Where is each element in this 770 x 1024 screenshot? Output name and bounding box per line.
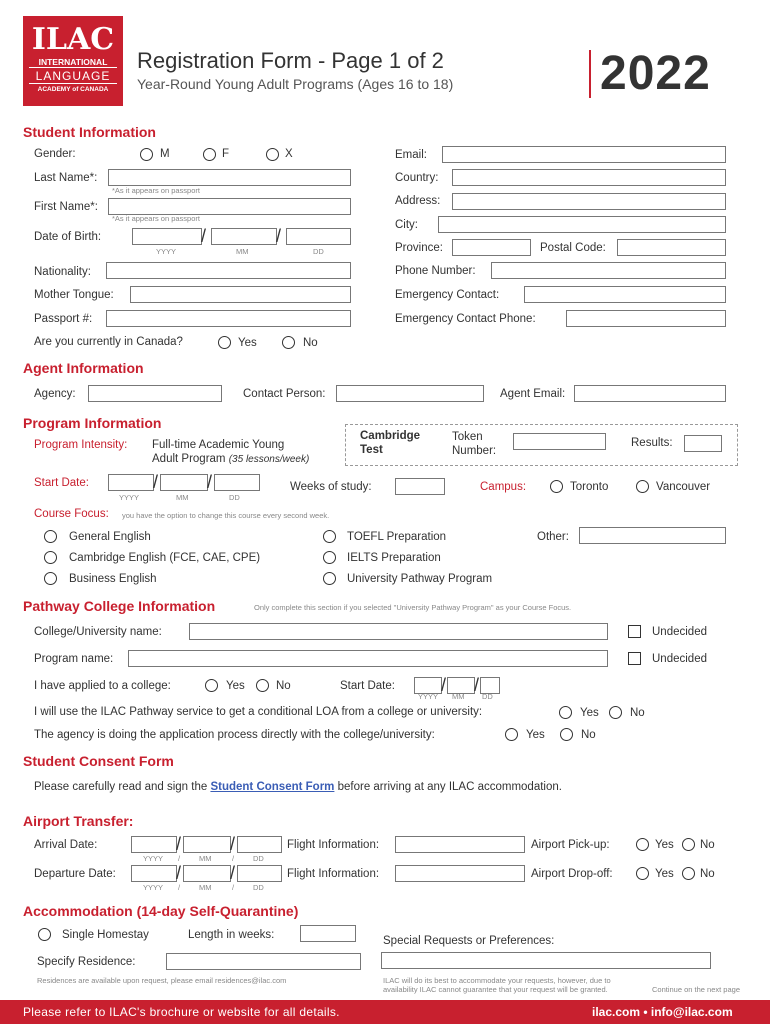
arrival-date-label: Arrival Date: [34,839,98,851]
dob-label: Date of Birth: [34,231,102,243]
college-section-note: Only complete this section if you selected "University Pathway Program" as your Course Focus. [254,603,572,612]
arrival-flight-field[interactable] [395,836,525,853]
arrival-dd-hint: DD [253,854,264,863]
focus-other-label: Other: [537,531,569,543]
arrival-mm-hint: MM [199,854,212,863]
pickup-no-radio[interactable] [682,838,695,851]
postal-code-label: Postal Code: [540,242,606,254]
agency-direct-yes-radio[interactable] [505,728,518,741]
departure-slash-1: / [176,863,182,883]
country-label: Country: [395,172,439,184]
ilac-note-1: ILAC will do its best to accommodate your requests, however, due to [383,976,611,985]
arrival-flight-label: Flight Information: [287,839,380,851]
dob-dd-hint: DD [313,247,324,256]
start-date-label: Start Date: [34,477,89,489]
residence-note: Residences are available upon request, please email residences@ilac.com [37,976,287,985]
emergency-phone-field[interactable] [566,310,726,327]
service-no-radio[interactable] [609,706,622,719]
college-mm-hint: MM [452,692,465,701]
college-name-field[interactable] [189,623,608,640]
dob-slash-1: / [201,226,207,246]
country-field[interactable] [452,169,726,186]
dob-yyyy-hint: YYYY [156,247,177,256]
consent-form-link[interactable]: Student Consent Form [210,781,335,793]
results-field[interactable] [684,435,722,452]
token-label-2: Number: [452,445,497,457]
agency-label: Agency: [34,388,76,400]
dob-day-field[interactable] [286,228,351,245]
departure-month-field[interactable] [183,865,231,882]
focus-general-radio[interactable] [44,530,57,543]
departure-slash-2: / [230,863,236,883]
arrival-month-field[interactable] [183,836,231,853]
focus-cambridge-radio[interactable] [44,551,57,564]
email-field[interactable] [442,146,726,163]
campus-vancouver-label: Vancouver [656,481,711,493]
dropoff-yes-radio[interactable] [636,867,649,880]
gender-m-label: M [160,148,170,160]
arrival-sep-1: / [178,854,181,863]
contact-person-field[interactable] [336,385,484,402]
gender-label: Gender: [34,148,76,160]
footer-bar [0,1000,770,1024]
gender-x-label: X [285,148,293,160]
emergency-contact-label: Emergency Contact: [395,289,500,301]
logo-line3: ACADEMY of CANADA [37,86,109,93]
homestay-label: Single Homestay [62,929,149,941]
focus-cambridge-label: Cambridge English (FCE, CAE, CPE) [69,552,261,564]
in-canada-yes-label: Yes [238,337,257,349]
mother-tongue-label: Mother Tongue: [34,289,114,301]
in-canada-yes-radio[interactable] [218,336,231,349]
campus-vancouver-radio[interactable] [636,480,649,493]
departure-sep-2: / [232,883,235,892]
agent-email-field[interactable] [574,385,726,402]
logo-line2: LANGUAGE [29,69,117,84]
consent-text [34,781,562,793]
gender-f-label: F [222,148,230,160]
program-undecided-label: Undecided [652,653,707,665]
passport-field[interactable] [106,310,351,327]
logo-line1: INTERNATIONAL [29,57,117,68]
service-no-label: No [630,707,645,719]
in-canada-no-radio[interactable] [282,336,295,349]
departure-dd-hint: DD [253,883,264,892]
cambridge-label-2: Test [360,444,383,456]
course-focus-note: you have the option to change this course every second week. [122,511,330,520]
program-intensity-label: Program Intensity: [34,439,128,451]
program-name-field[interactable] [128,650,608,667]
nationality-label: Nationality: [34,266,91,278]
length-weeks-field[interactable] [300,925,356,942]
emergency-contact-field[interactable] [524,286,726,303]
consent-text-post: before arriving at any ILAC accommodation. [334,781,562,793]
campus-toronto-label: Toronto [570,481,609,493]
in-canada-no-label: No [303,337,318,349]
year-label: 2022 [600,47,711,100]
airport-section-heading: Airport Transfer: [23,813,134,829]
start-mm-hint: MM [176,493,189,502]
token-label-1: Token [452,431,483,443]
course-focus-label: Course Focus: [34,508,109,520]
start-month-field[interactable] [160,474,208,491]
accommodation-section-heading: Accommodation (14-day Self-Quarantine) [23,903,299,919]
cambridge-label-1: Cambridge [360,430,421,442]
college-undecided-label: Undecided [652,626,707,638]
agency-field[interactable] [88,385,222,402]
ilac-note-2: availability ILAC cannot guarantee that your request will be granted. [383,985,608,994]
college-yyyy-hint: YYYY [418,692,439,701]
dob-month-field[interactable] [211,228,277,245]
departure-mm-hint: MM [199,883,212,892]
last-name-note: *As it appears on passport [112,186,200,195]
service-yes-label: Yes [580,707,599,719]
address-label: Address: [395,195,441,207]
campus-label: Campus: [480,481,527,493]
contact-person-label: Contact Person: [243,388,326,400]
campus-toronto-radio[interactable] [550,480,563,493]
program-intensity-value-1: Full-time Academic Young [152,439,285,451]
email-label: Email: [395,149,427,161]
focus-ielts-label: IELTS Preparation [347,552,441,564]
start-day-field[interactable] [214,474,260,491]
specify-residence-label: Specify Residence: [37,956,136,968]
applied-yes-radio[interactable] [205,679,218,692]
gender-f-radio[interactable] [203,148,216,161]
service-yes-radio[interactable] [559,706,572,719]
departure-sep-1: / [178,883,181,892]
agent-email-label: Agent Email: [500,388,566,400]
agency-direct-no-radio[interactable] [560,728,573,741]
dob-mm-hint: MM [236,247,249,256]
first-name-field[interactable] [108,198,351,215]
arrival-slash-1: / [176,834,182,854]
focus-pathway-radio[interactable] [323,572,336,585]
focus-pathway-label: University Pathway Program [347,573,493,585]
arrival-day-field[interactable] [237,836,282,853]
mother-tongue-field[interactable] [130,286,351,303]
dropoff-no-label: No [700,868,715,880]
focus-general-label: General English [69,531,151,543]
weeks-label: Weeks of study: [290,481,372,493]
page-subtitle: Year-Round Young Adult Programs (Ages 16 to 18) [137,76,454,92]
dropoff-label: Airport Drop-off: [531,868,613,880]
departure-date-label: Departure Date: [34,868,116,880]
nationality-field[interactable] [106,262,351,279]
college-dd-hint: DD [482,692,493,701]
focus-other-field[interactable] [579,527,726,544]
student-section-heading: Student Information [23,124,156,140]
year-divider [589,50,591,98]
college-section-heading: Pathway College Information [23,598,216,614]
program-intensity-name: Adult Program [152,453,226,465]
postal-code-field[interactable] [617,239,726,256]
departure-day-field[interactable] [237,865,282,882]
last-name-field[interactable] [108,169,351,186]
dropoff-no-radio[interactable] [682,867,695,880]
pickup-no-label: No [700,839,715,851]
departure-yyyy-hint: YYYY [143,883,164,892]
start-year-field[interactable] [108,474,154,491]
first-name-note: *As it appears on passport [112,214,200,223]
address-field[interactable] [452,193,726,210]
phone-field[interactable] [491,262,726,279]
pickup-label: Airport Pick-up: [531,839,610,851]
arrival-sep-2: / [232,854,235,863]
first-name-label: First Name*: [34,201,98,213]
focus-business-radio[interactable] [44,572,57,585]
program-section-heading: Program Information [23,415,162,431]
agency-direct-label: The agency is doing the application process directly with the college/university: [34,729,435,741]
results-label: Results: [631,437,673,449]
arrival-slash-2: / [230,834,236,854]
special-requests-field[interactable] [381,952,711,969]
start-yyyy-hint: YYYY [119,493,140,502]
pickup-yes-radio[interactable] [636,838,649,851]
college-start-slash-1: / [441,675,447,695]
pathway-service-label: I will use the ILAC Pathway service to get a conditional LOA from a college or university: [34,706,483,718]
college-start-label: Start Date: [340,680,395,692]
last-name-label: Last Name*: [34,172,98,184]
footer-contact[interactable]: ilac.com • info@ilac.com [592,1005,733,1019]
emergency-phone-label: Emergency Contact Phone: [395,313,536,325]
consent-section-heading: Student Consent Form [23,753,174,769]
special-requests-label: Special Requests or Preferences: [383,935,555,947]
continue-note: Continue on the next page [652,985,740,994]
logo-brand: ILAC [31,22,115,57]
focus-business-label: Business English [69,573,157,585]
footer-left-text: Please refer to ILAC's brochure or website for all details. [23,1005,340,1019]
gender-x-radio[interactable] [266,148,279,161]
program-undecided-checkbox[interactable] [628,652,641,665]
ilac-logo [23,16,123,106]
page-title: Registration Form - Page 1 of 2 [137,48,444,73]
applied-no-label: No [276,680,291,692]
applied-yes-label: Yes [226,680,245,692]
gender-m-radio[interactable] [140,148,153,161]
focus-toefl-radio[interactable] [323,530,336,543]
dob-year-field[interactable] [132,228,202,245]
departure-year-field[interactable] [131,865,177,882]
program-name-label: Program name: [34,653,114,665]
weeks-field[interactable] [395,478,445,495]
applied-no-radio[interactable] [256,679,269,692]
program-intensity-value-2 [152,453,309,465]
token-number-field[interactable] [513,433,606,450]
applied-label: I have applied to a college: [34,680,171,692]
arrival-year-field[interactable] [131,836,177,853]
arrival-yyyy-hint: YYYY [143,854,164,863]
passport-label: Passport #: [34,313,93,325]
start-slash-2: / [207,472,213,492]
dob-slash-2: / [276,226,282,246]
province-field[interactable] [452,239,531,256]
agency-direct-yes-label: Yes [526,729,545,741]
agency-direct-no-label: No [581,729,596,741]
pickup-yes-label: Yes [655,839,674,851]
specify-residence-field[interactable] [166,953,361,970]
college-start-slash-2: / [474,675,480,695]
city-label: City: [395,219,418,231]
length-weeks-label: Length in weeks: [188,929,275,941]
departure-flight-label: Flight Information: [287,868,380,880]
agent-section-heading: Agent Information [23,360,144,376]
city-field[interactable] [438,216,726,233]
focus-toefl-label: TOEFL Preparation [347,531,447,543]
dropoff-yes-label: Yes [655,868,674,880]
program-intensity-note: (35 lessons/week) [228,454,310,465]
college-undecided-checkbox[interactable] [628,625,641,638]
phone-label: Phone Number: [395,265,476,277]
focus-ielts-radio[interactable] [323,551,336,564]
college-name-label: College/University name: [34,626,162,638]
province-label: Province: [395,242,443,254]
start-slash-1: / [153,472,159,492]
in-canada-label: Are you currently in Canada? [34,336,183,348]
homestay-radio[interactable] [38,928,51,941]
departure-flight-field[interactable] [395,865,525,882]
consent-text-pre: Please carefully read and sign the [34,781,211,793]
start-dd-hint: DD [229,493,240,502]
